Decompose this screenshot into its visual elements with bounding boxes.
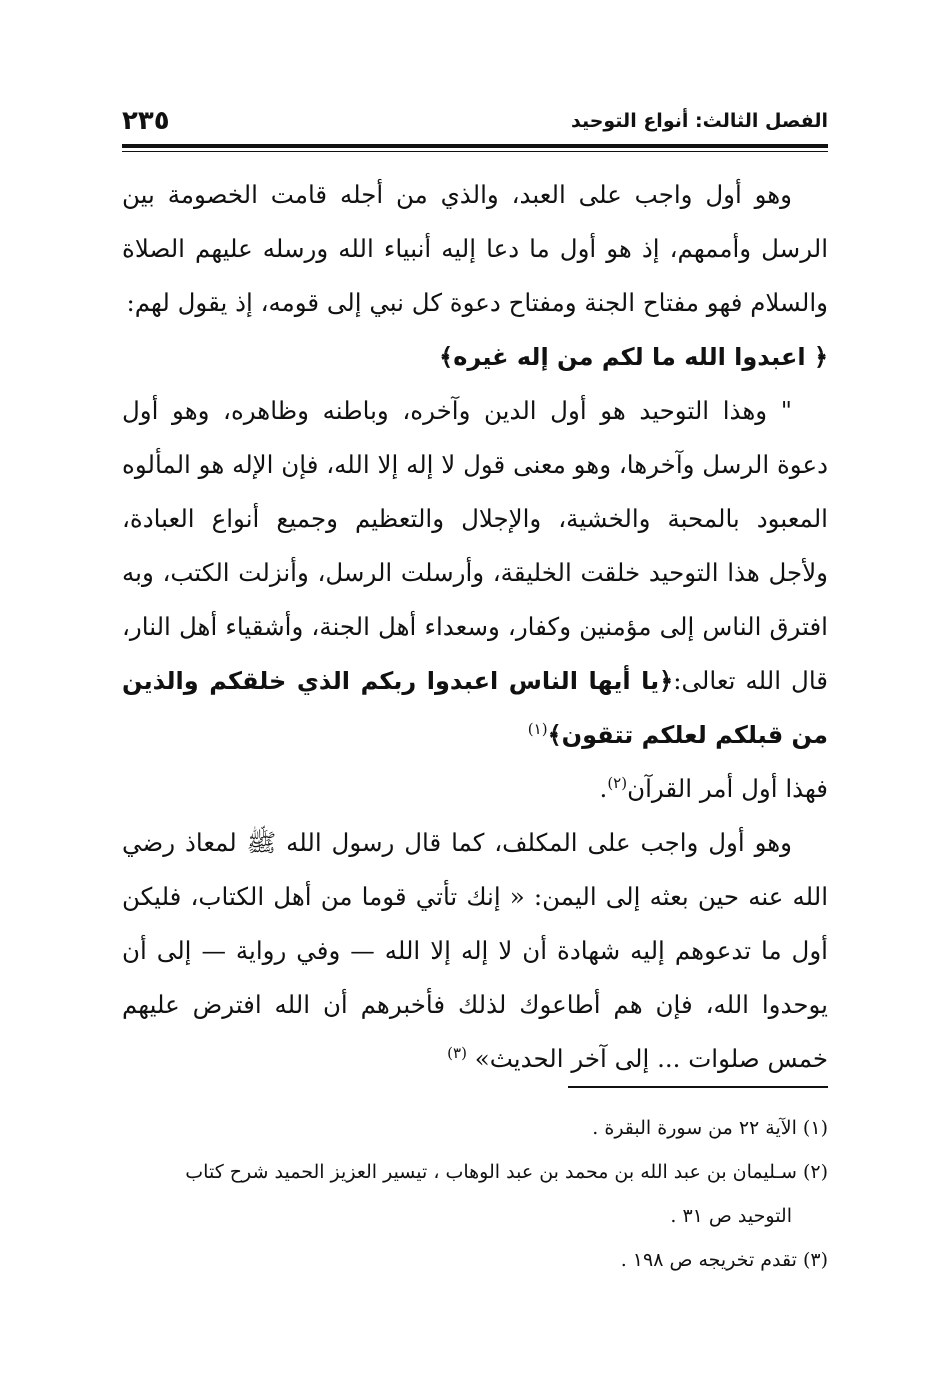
page-number: ٢٣٥	[122, 106, 170, 136]
footnote-2: (٢) سـليمان بن عبد الله بن محمد بن عبد الوهاب ، تيسير العزيز الحميد شرح كتاب	[185, 1161, 828, 1183]
paragraph-2-ending: فهذا أول أمر القرآن	[627, 774, 828, 803]
quran-verse-2: ﴿يا أيها الناس اعبدوا ربكم الذي خلقكم والذين من قبلكم لعلكم تتقون﴾	[122, 667, 828, 749]
footnotes	[122, 1106, 828, 1282]
paragraph-3-text: وهو أول واجب على المكلف، كما قال رسول الله ﷺ لمعاذ رضي الله عنه حين بعثه إلى اليمن: « إنك تأتي قوما من أهل الكتاب، فليكن أول ما تدعوهم إليه شهادة أن لا إله إلا الله — وفي رواية — إلى أن يوحدوا الله، فإن هم أطاعوك لذلك فأخبرهم أن الله افترض عليهم خمس صلوات ... إلى آخر الحديث»	[122, 828, 828, 1073]
footnote-3: (٣) تقدم تخريجه ص ١٩٨ .	[620, 1249, 828, 1271]
footnote-ref-2: (٢)	[607, 773, 628, 792]
paragraph-3	[122, 816, 828, 1086]
footnote-1: (١) الآية ٢٢ من سورة البقرة .	[592, 1117, 828, 1139]
footnote-2-continuation: التوحيد ص ٣١ .	[670, 1205, 792, 1227]
paragraph-2-period: .	[599, 774, 608, 803]
footnote-ref-1: (١)	[527, 719, 548, 738]
paragraph-1-text: وهو أول واجب على العبد، والذي من أجله قامت الخصومة بين الرسل وأممهم، إذ هو أول ما دعا إليه أنبياء الله ورسله عليهم الصلاة والسلام فهو مفتاح الجنة ومفتاح دعوة كل نبي إلى قومه، إذ يقول لهم:	[122, 180, 828, 317]
main-text	[122, 168, 828, 1086]
quran-verse-1: ﴿ اعبدوا الله ما لكم من إله غيره﴾	[439, 343, 828, 371]
chapter-title: الفصل الثالث: أنواع التوحيد	[570, 110, 828, 132]
paragraph-2-text: " وهذا التوحيد هو أول الدين وآخره، وباطنه وظاهره، وهو أول دعوة الرسل وآخرها، وهو معنى قول لا إله إلا الله، فإن الإله هو المألوه المعبود بالمحبة والخشية، والإجلال والتعظيم وجميع أنواع العبادة، ولأجل هذا التوحيد خلقت الخليقة، وأرسلت الرسل، وأنزلت الكتب، وبه افترق الناس إلى مؤمنين وكفار، وسعداء أهل الجنة، وأشقياء أهل النار، قال الله تعالى:	[122, 396, 828, 695]
header-rule-thin	[122, 151, 828, 152]
header-rule	[122, 144, 828, 148]
page-header	[122, 104, 828, 144]
paragraph-1	[122, 168, 828, 384]
footnote-ref-3: (٣)	[447, 1043, 467, 1062]
footnote-separator	[568, 1086, 828, 1088]
paragraph-2	[122, 384, 828, 816]
